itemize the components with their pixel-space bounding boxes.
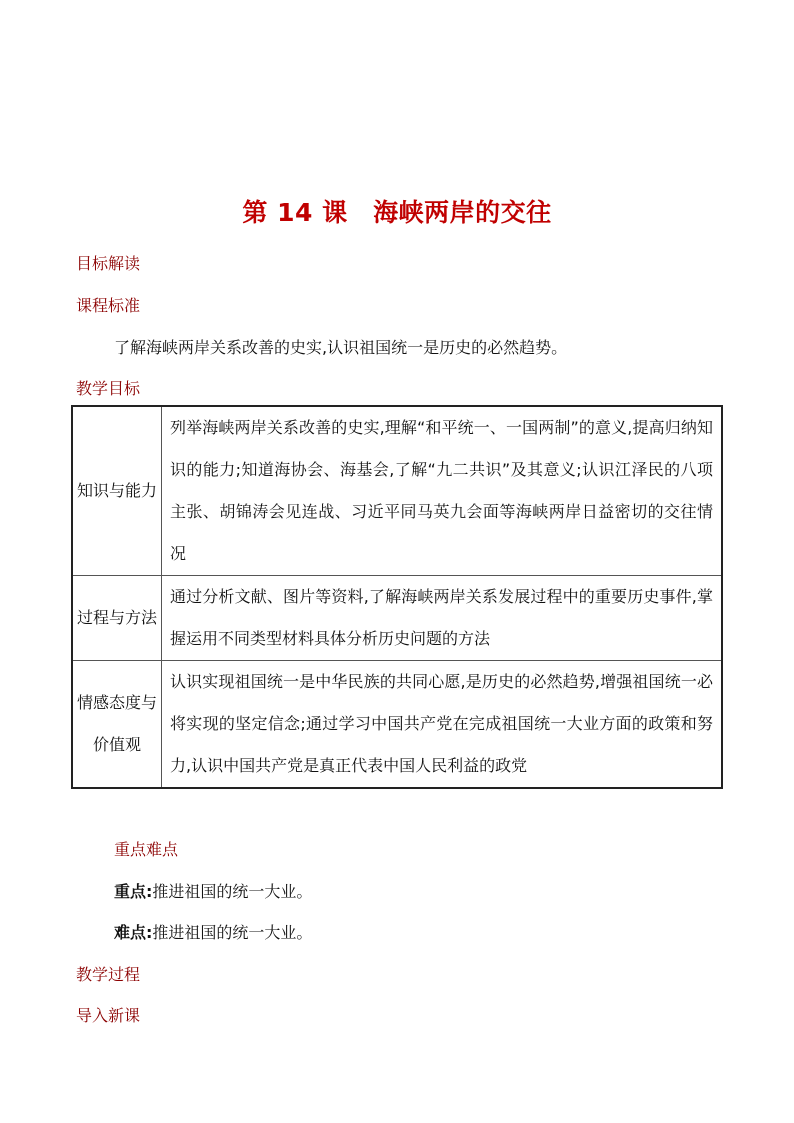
key-point <box>114 880 312 904</box>
difficult-point-label: 难点: <box>114 923 153 942</box>
section-heading-intro: 导入新课 <box>76 1006 141 1025</box>
key-point-text: 推进祖国的统一大业。 <box>152 882 313 901</box>
section-heading-target: 目标解读 <box>76 254 141 273</box>
table-row <box>72 576 722 661</box>
key-point-label: 重点: <box>114 882 153 901</box>
objective-label: 情感态度与价值观 <box>72 661 162 789</box>
objective-content: 通过分析文献、图片等资料,了解海峡两岸关系发展过程中的重要历史事件,掌握运用不同类型材料具体分析历史问题的方法 <box>162 576 723 661</box>
objective-content: 列举海峡两岸关系改善的史实,理解“和平统一、一国两制”的意义,提高归纳知识的能力;知道海协会、海基会,了解“九二共识”及其意义;认识江泽民的八项主张、胡锦涛会见连战、习近平同马英九会面等海峡两岸日益密切的交往情况 <box>162 406 723 576</box>
section-heading-objectives: 教学目标 <box>76 379 141 398</box>
section-heading-process: 教学过程 <box>76 965 141 984</box>
objective-label: 知识与能力 <box>72 406 162 576</box>
section-heading-key: 重点难点 <box>114 840 179 859</box>
objectives-table <box>71 405 723 789</box>
objective-label: 过程与方法 <box>72 576 162 661</box>
standard-text: 了解海峡两岸关系改善的史实,认识祖国统一是历史的必然趋势。 <box>114 338 568 357</box>
section-heading-standard: 课程标准 <box>76 296 141 315</box>
table-row <box>72 661 722 789</box>
objective-content: 认识实现祖国统一是中华民族的共同心愿,是历史的必然趋势,增强祖国统一必将实现的坚定信念;通过学习中国共产党在完成祖国统一大业方面的政策和努力,认识中国共产党是真正代表中国人民利益的政党 <box>162 661 723 789</box>
table-row <box>72 406 722 576</box>
difficult-point <box>114 921 312 945</box>
page-title: 第 14 课 海峡两岸的交往 <box>242 198 552 227</box>
difficult-point-text: 推进祖国的统一大业。 <box>152 923 313 942</box>
